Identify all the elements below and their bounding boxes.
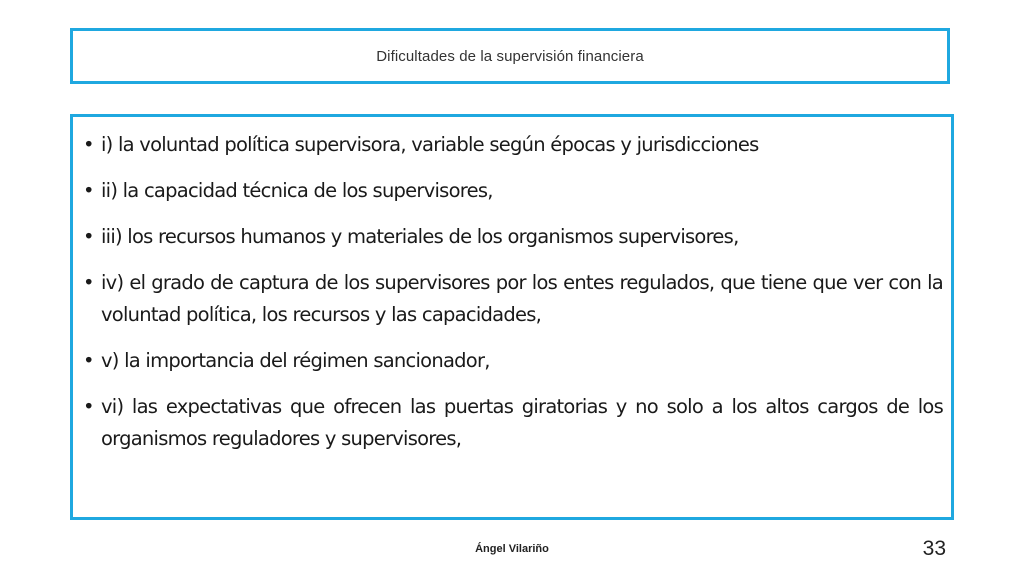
bullet-text: iii) los recursos humanos y materiales de los organismos supervisores, [101,225,739,248]
bullet-marker: • [83,395,94,418]
bullet-text: vi) las expectativas que ofrecen las puertas giratorias y no solo a los altos cargos de los organismos reguladores y supervisores, [101,395,943,450]
slide-title: Dificultades de la supervisión financiera [376,47,644,65]
bullet-marker: • [83,225,94,248]
page-number: 33 [922,537,946,560]
bullet-text: ii) la capacidad técnica de los supervisores, [101,179,493,202]
bullet-text: v) la importancia del régimen sancionador, [101,349,490,372]
bullet-text: i) la voluntad política supervisora, variable según épocas y jurisdicciones [101,133,759,156]
bullet-marker: • [83,349,94,372]
bullet-item [81,175,943,207]
bullet-item [81,221,943,253]
bullet-marker: • [83,133,94,156]
bullet-item [81,345,943,377]
bullet-item [81,267,943,331]
bullet-marker: • [83,179,94,202]
bullet-marker: • [83,271,94,294]
content-box [70,114,954,520]
bullet-text: iv) el grado de captura de los supervisores por los entes regulados, que tiene que ver con la voluntad política, los recursos y las capacidades, [101,271,943,326]
bullet-list [81,129,943,455]
bullet-item [81,129,943,161]
footer-author: Ángel Vilariño [475,543,549,555]
title-box [70,28,950,84]
bullet-item [81,391,943,455]
